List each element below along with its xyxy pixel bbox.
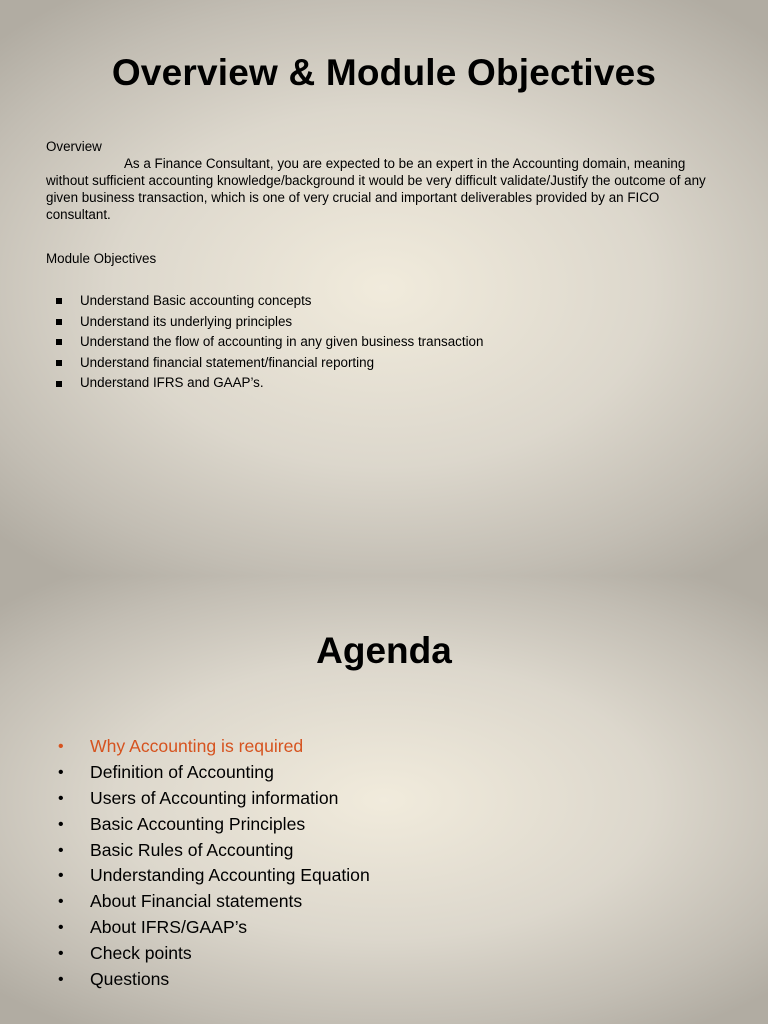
list-item: [46, 332, 483, 353]
agenda-item-text: Questions: [90, 969, 170, 990]
list-item: [58, 734, 370, 760]
square-bullet-icon: [56, 298, 62, 304]
agenda-item-text: Users of Accounting information: [90, 787, 339, 808]
bullet-icon: •: [58, 763, 64, 781]
list-item: [46, 312, 483, 333]
agenda-item-text: Basic Rules of Accounting: [90, 839, 294, 860]
bullet-icon: •: [58, 815, 64, 833]
list-item: [58, 967, 370, 993]
square-bullet-icon: [56, 381, 62, 387]
slide-title: Agenda: [316, 630, 452, 671]
agenda-item-text: Why Accounting is required: [90, 736, 304, 756]
overview-heading: Overview: [46, 139, 102, 154]
agenda-item-text: Check points: [90, 943, 192, 964]
slide-title: Overview & Module Objectives: [111, 52, 657, 93]
agenda-item-text: About Financial statements: [90, 891, 303, 912]
bullet-icon: •: [58, 971, 64, 989]
bullet-icon: •: [58, 841, 64, 859]
bullet-icon: •: [58, 919, 64, 937]
overview-section: [46, 138, 726, 223]
list-item: [46, 353, 483, 374]
objective-text: Understand IFRS and GAAP’s.: [80, 375, 264, 391]
slide-agenda: [0, 576, 768, 1024]
list-item: [58, 838, 370, 864]
list-item: [46, 373, 483, 394]
list-item: [46, 291, 483, 312]
objective-text: Understand financial statement/financial reporting: [80, 354, 375, 370]
list-item: [58, 812, 370, 838]
agenda-list: [58, 734, 370, 993]
list-item: [58, 915, 370, 941]
list-item: [58, 786, 370, 812]
agenda-item-text: Understanding Accounting Equation: [90, 865, 370, 886]
square-bullet-icon: [56, 360, 62, 366]
agenda-item-text: About IFRS/GAAP’s: [90, 917, 248, 938]
square-bullet-icon: [56, 319, 62, 325]
objective-text: Understand Basic accounting concepts: [80, 293, 312, 308]
objective-text: Understand its underlying principles: [80, 313, 293, 329]
objectives-heading: Module Objectives: [46, 251, 157, 266]
list-item: [58, 941, 370, 967]
bullet-icon: •: [58, 945, 64, 963]
bullet-icon: •: [58, 738, 64, 755]
bullet-icon: •: [58, 893, 64, 911]
square-bullet-icon: [56, 339, 62, 345]
objectives-list: [46, 291, 483, 394]
list-item: [58, 889, 370, 915]
bullet-icon: •: [58, 867, 64, 885]
list-item: [58, 863, 370, 889]
agenda-item-text: Definition of Accounting: [90, 761, 274, 782]
list-item: [58, 760, 370, 786]
overview-text: As a Finance Consultant, you are expected to be an expert in the Accounting domain, meaning without sufficient accounting knowledge/background it would be very difficult validate/Justify the outcome of any given business transaction, which is one of very crucial and important deliverables provided by an FICO consultant.: [46, 156, 706, 222]
bullet-icon: •: [58, 789, 64, 807]
agenda-item-text: Basic Accounting Principles: [90, 813, 306, 834]
objective-text: Understand the flow of accounting in any given business transaction: [80, 334, 484, 350]
